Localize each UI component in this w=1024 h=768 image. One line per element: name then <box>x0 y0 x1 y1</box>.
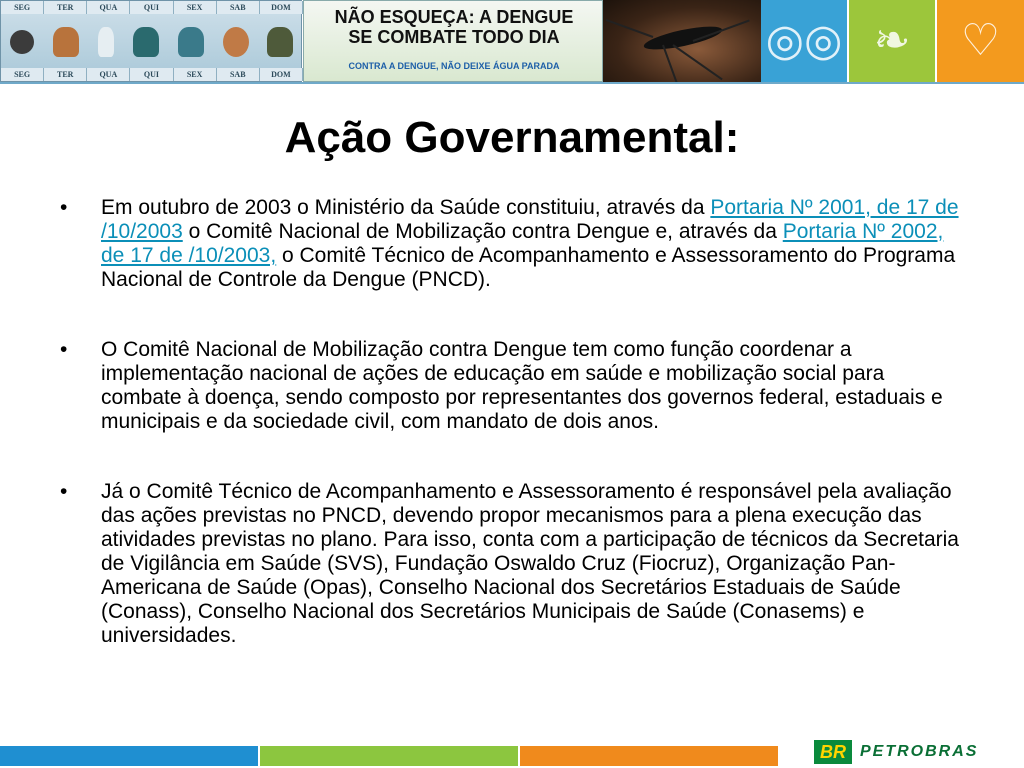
bullet-marker: • <box>60 338 68 361</box>
bullet-marker: • <box>60 196 68 219</box>
day-label: DOM <box>260 1 303 14</box>
bullet-text: O Comitê Nacional de Mobilização contra Dengue tem como função coordenar a implementação nacional de ações de educação em saúde e mobilização social para combate à doença, sendo composto por representantes dos governos federal, estaduais e municipais e da sociedade civil, com mandato de dois anos. <box>101 338 943 433</box>
header-banner <box>0 0 1024 82</box>
day-label: QUA <box>87 68 130 81</box>
bullet-text: Em outubro de 2003 o Ministério da Saúde constituiu, através da <box>101 196 711 219</box>
slogan-text <box>304 7 604 47</box>
day-label: SEG <box>1 68 44 81</box>
day-label: SEX <box>174 1 217 14</box>
tile-green <box>849 0 935 82</box>
glasses-icon: ◎◎ <box>765 16 843 65</box>
day-label: QUI <box>130 68 173 81</box>
water-tank-icon <box>178 27 204 57</box>
banner-divider <box>0 82 1024 84</box>
slogan-box <box>303 0 603 82</box>
footer-bar-green <box>260 746 518 766</box>
bullet-text: o Comitê Técnico de Acompanhamento e Assessoramento do Programa Nacional de Controle da Dengue (PNCD). <box>101 244 956 291</box>
days-row-bottom <box>1 68 303 81</box>
plant-icon <box>267 27 293 57</box>
day-label: QUI <box>130 1 173 14</box>
day-label: QUA <box>87 1 130 14</box>
bottle-icon <box>98 27 114 57</box>
day-label: TER <box>44 68 87 81</box>
bullet-list <box>60 196 965 694</box>
bullet-item <box>60 196 965 292</box>
portaria-2002-link[interactable]: Portaria Nº 2002, de 17 de /10/2003, <box>101 220 944 267</box>
tile-orange <box>937 0 1024 82</box>
mosquito-photo <box>603 0 761 82</box>
portaria-2001-link[interactable]: Portaria Nº 2001, de 17 de /10/2003 <box>101 196 959 243</box>
mosquito-leg <box>672 44 722 80</box>
br-logo-mark: BR <box>814 740 852 764</box>
heart-icon: ♡ <box>960 16 1001 65</box>
slogan-line-1: NÃO ESQUEÇA: A DENGUE <box>334 7 574 27</box>
bullet-text: o Comitê Nacional de Mobilização contra Dengue e, através da <box>182 220 783 243</box>
petrobras-logo <box>814 740 1014 764</box>
day-label: SAB <box>217 68 260 81</box>
day-label: TER <box>44 1 87 14</box>
bullet-text: Já o Comitê Técnico de Acompanhamento e Assessoramento é responsável pela avaliação das ações previstas no PNCD, devendo propor mecanismos para a plena execução das atividades previstas no plano. Para isso, conta com a participação de técnicos da Secretaria de Vigilância em Saúde (SVS), Fundação Oswaldo Cruz (Fiocruz), Organização Pan-Americana de Saúde (Opas), Conselho Nacional dos Secretários Estaduais de Saúde (Conass), Conselho Nacional dos Secretários Municipais de Saúde (Conasems) e universidades. <box>101 480 959 647</box>
footer-bar-blue <box>0 746 258 766</box>
footer-bar-orange <box>520 746 778 766</box>
bullet-marker: • <box>60 480 68 503</box>
slide-title: Ação Governamental: <box>284 113 740 162</box>
day-label: DOM <box>260 68 303 81</box>
bucket-icon <box>133 27 159 57</box>
vase-icon <box>223 27 249 57</box>
bullet-item <box>60 338 965 434</box>
days-row-top <box>1 1 303 14</box>
leaf-icon: ❧ <box>873 16 911 65</box>
week-calendar-strip <box>0 0 302 82</box>
day-label: SEX <box>174 68 217 81</box>
mosquito-body <box>642 22 724 54</box>
slogan-line-2: SE COMBATE TODO DIA <box>348 27 560 47</box>
brand-name: PETROBRAS <box>860 743 979 760</box>
tire-icon <box>10 30 34 54</box>
day-label: SEG <box>1 1 44 14</box>
day-label: SAB <box>217 1 260 14</box>
slogan-subline: CONTRA A DENGUE, NÃO DEIXE ÁGUA PARADA <box>348 61 560 71</box>
tile-blue <box>761 0 847 82</box>
flower-pot-icon <box>53 27 79 57</box>
mosquito-leg <box>606 19 654 38</box>
container-images <box>1 15 303 69</box>
bullet-item <box>60 480 965 648</box>
